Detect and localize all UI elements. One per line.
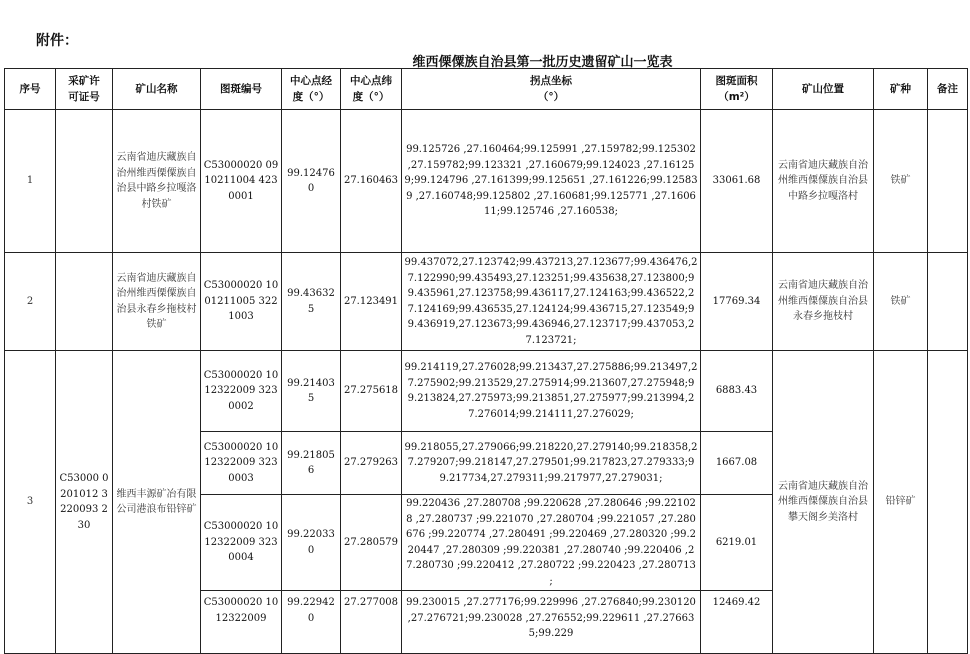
cell-note — [928, 351, 968, 654]
document-title: 维西傈僳族自治县第一批历史遗留矿山一览表 — [412, 55, 673, 70]
cell-mine-name: 云南省迪庆藏族自治州维西傈僳族自治县中路乡拉嘎洛村铁矿 — [113, 110, 201, 253]
table-row — [5, 253, 968, 351]
cell-license — [56, 110, 113, 253]
header-notes: 备注 — [928, 69, 968, 110]
cell-center-lat: 27.277008 — [341, 591, 402, 654]
table-row — [5, 351, 968, 432]
cell-patch-id: C53000020 1001211005 3221003 — [201, 253, 282, 351]
cell-corner-coords: 99.220436 ,27.280708 ;99.220628 ,27.280646 ;99.221028 ,27.280737 ;99.221070 ,27.280704 ;99.221057 ,27.280676 ;99.220774 ,27.280491 ;99.220469 ,27.280320 ;99.220447 ,27.280309 ;99.220381 ,27.280740 ;99.220406 ,27.280730 ;99.220412 ,27.280722 ;99.220423 ,27.280713 ; — [402, 495, 701, 591]
cell-center-lat: 27.280579 — [341, 495, 402, 591]
header-center-lat: 中心点纬 度（°） — [341, 69, 402, 110]
header-location: 矿山位置 — [773, 69, 874, 110]
cell-center-lon: 99.214035 — [282, 351, 341, 432]
cell-seq: 1 — [5, 110, 56, 253]
header-row — [5, 69, 968, 110]
cell-note — [928, 110, 968, 253]
cell-center-lat: 27.275618 — [341, 351, 402, 432]
header-seq: 序号 — [5, 69, 56, 110]
cell-center-lat: 27.279263 — [341, 432, 402, 495]
mine-list-table — [4, 68, 968, 654]
header-area: 图斑面积 （m²） — [701, 69, 773, 110]
cell-corner-coords: 99.214119,27.276028;99.213437,27.275886;99.213497,27.275902;99.213529,27.275914;99.213607,27.275948;99.213824,27.275973;99.213851,27.275977;99.213994,27.276014;99.214111,27.276029; — [402, 351, 701, 432]
header-corner-coords: 拐点坐标 （°） — [402, 69, 701, 110]
header-patch-id: 图斑编号 — [201, 69, 282, 110]
cell-area: 12469.42 — [701, 591, 773, 654]
cell-license: C53000 0201012 3220093 230 — [56, 351, 113, 654]
cell-mineral: 铁矿 — [874, 253, 928, 351]
cell-mineral: 铅锌矿 — [874, 351, 928, 654]
cell-mine-name: 云南省迪庆藏族自治州维西傈僳族自治县永春乡拖枝村铁矿 — [113, 253, 201, 351]
cell-seq: 3 — [5, 351, 56, 654]
cell-area: 17769.34 — [701, 253, 773, 351]
table-row — [5, 110, 968, 253]
cell-patch-id: C53000020 1012322009 3230004 — [201, 495, 282, 591]
cell-corner-coords: 99.437072,27.123742;99.437213,27.123677;99.436476,27.122990;99.435493,27.123251;99.435638,27.123800;99.435961,27.123758;99.436117,27.124163;99.436522,27.124169;99.436535,27.124124;99.436715,27.123549;99.436919,27.123673;99.436946,27.123717;99.437053,27.123721; — [402, 253, 701, 351]
cell-location: 云南省迪庆藏族自治州维西傈僳族自治县中路乡拉嘎洛村 — [773, 110, 874, 253]
cell-patch-id: C53000020 1012322009 — [201, 591, 282, 654]
cell-center-lat: 27.123491 — [341, 253, 402, 351]
cell-patch-id: C53000020 0910211004 4230001 — [201, 110, 282, 253]
cell-location: 云南省迪庆藏族自治州维西傈僳族自治县永春乡拖枝村 — [773, 253, 874, 351]
cell-center-lon: 99.220330 — [282, 495, 341, 591]
cell-center-lon: 99.124760 — [282, 110, 341, 253]
cell-center-lon: 99.218056 — [282, 432, 341, 495]
cell-area: 6883.43 — [701, 351, 773, 432]
cell-corner-coords: 99.125726 ,27.160464;99.125991 ,27.159782;99.125302 ,27.159782;99.123321 ,27.160679;99.124023 ,27.161259;99.124796 ,27.161399;99.125651 ,27.161226;99.125839 ,27.160748;99.125802 ,27.160681;99.125771 ,27.160611;99.125746 ,27.160538; — [402, 110, 701, 253]
attachment-label: 附件： — [36, 33, 78, 49]
header-center-lon: 中心点经 度（°） — [282, 69, 341, 110]
cell-mine-name: 维西丰源矿冶有限公司港浪布铅锌矿 — [113, 351, 201, 654]
header-mineral: 矿种 — [874, 69, 928, 110]
cell-corner-coords: 99.218055,27.279066;99.218220,27.279140;99.218358,27.279207;99.218147,27.279501;99.217823,27.279333;99.217734,27.279311;99.217977,27.279031; — [402, 432, 701, 495]
cell-center-lat: 27.160463 — [341, 110, 402, 253]
cell-patch-id: C53000020 1012322009 3230003 — [201, 432, 282, 495]
cell-area: 1667.08 — [701, 432, 773, 495]
cell-corner-coords: 99.230015 ,27.277176;99.229996 ,27.276840;99.230120 ,27.276721;99.230028 ,27.276552;99.229611 ,27.276635;99.229 — [402, 591, 701, 654]
cell-center-lon: 99.229420 — [282, 591, 341, 654]
header-license: 采矿许 可证号 — [56, 69, 113, 110]
cell-area: 33061.68 — [701, 110, 773, 253]
cell-area: 6219.01 — [701, 495, 773, 591]
cell-seq: 2 — [5, 253, 56, 351]
cell-note — [928, 253, 968, 351]
cell-mineral: 铁矿 — [874, 110, 928, 253]
cell-patch-id: C53000020 1012322009 3230002 — [201, 351, 282, 432]
cell-location: 云南省迪庆藏族自治州维西傈僳族自治县攀天阁乡美洛村 — [773, 351, 874, 654]
header-mine-name: 矿山名称 — [113, 69, 201, 110]
cell-center-lon: 99.436325 — [282, 253, 341, 351]
cell-license — [56, 253, 113, 351]
